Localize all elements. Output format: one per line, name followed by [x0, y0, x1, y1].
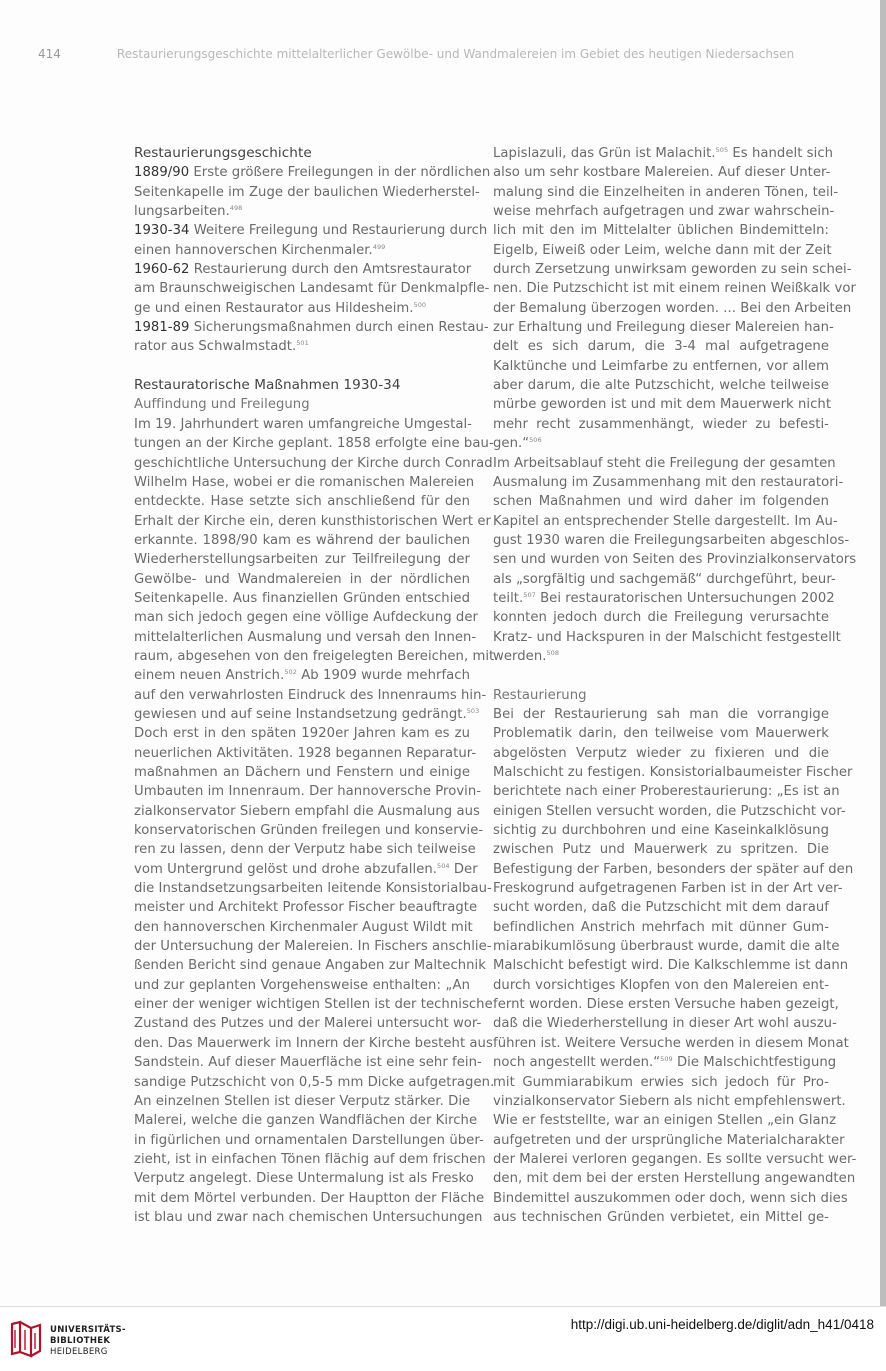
text-line: [134, 570, 470, 589]
footnote-marker: 500: [413, 300, 427, 309]
line-text: Lapislazuli, das Grün ist Malachit.: [493, 146, 716, 161]
line-text: einen hannoverschen Kirchenmaler.: [134, 242, 373, 258]
text-line: [493, 454, 836, 473]
line-text: durch vorsichtiges Klopfen von den Malereien ent-: [493, 977, 829, 993]
text-line: [493, 318, 834, 337]
text-line: [493, 647, 829, 666]
text-line: [134, 782, 482, 801]
line-text: An einzelnen Stellen ist dieser Verputz stärker. Die: [134, 1093, 471, 1109]
line-text: mürbe geworden ist und mit dem Mauerwerk nicht: [493, 397, 832, 413]
text-line: [134, 434, 494, 453]
text-line: [493, 1208, 829, 1227]
text-line: [134, 260, 470, 279]
text-line: [493, 628, 841, 647]
line-text: führen ist. Weitere Versuche werden in diesem Monat: [493, 1035, 849, 1051]
text-line: [493, 183, 839, 202]
chronology-year: 1889/90: [134, 165, 190, 181]
line-text: zur Erhaltung und Freilegung dieser Malereien han-: [493, 320, 834, 336]
line-text: man sich jedoch gegen eine völlige Aufdeckung der: [134, 610, 478, 626]
line-text: lungsarbeiten.: [134, 204, 230, 220]
line-text: als „sorgfältig und sachgemäß“ durchgeführt, beur-: [493, 571, 836, 587]
chronology-year: 1981-89: [134, 320, 190, 336]
subsection-heading: [134, 395, 470, 414]
line-text: Doch erst in den späten 1920er Jahren kam es zu: [134, 726, 470, 742]
line-text: neuerlichen Aktivitäten. 1928 begannen Reparatur-: [134, 745, 477, 761]
line-text: Gewölbe- und Wandmalereien in der nördlichen: [134, 571, 470, 587]
text-line: [493, 1189, 848, 1208]
line-text: den. Das Mauerwerk im Innern der Kirche besteht aus: [134, 1035, 493, 1051]
line-text-continued: Ab 1909 wurde mehrfach: [296, 668, 471, 684]
text-line: [134, 318, 489, 337]
text-line: [493, 860, 854, 879]
footnote-marker: 507: [523, 590, 536, 599]
line-text: den, mit dem bei der ersten Herstellung angewandten: [493, 1171, 856, 1187]
text-line: [493, 956, 849, 975]
line-text: gust 1930 waren die Freilegungsarbeiten abgeschlos-: [493, 532, 850, 548]
line-text: Bindemittel auszukommen oder doch, wenn sich dies: [493, 1190, 848, 1206]
text-line: [134, 221, 488, 240]
text-line: [493, 1150, 857, 1169]
text-line: [134, 976, 470, 995]
line-text: Restaurierung durch den Amtsrestaurator: [189, 262, 472, 278]
text-line: [493, 202, 835, 221]
line-text: Kratz- und Hackspuren in der Malschicht festgestellt: [493, 629, 841, 645]
footnote-marker: 502: [284, 668, 297, 677]
text-line: [134, 473, 475, 492]
line-text: Im Arbeitsablauf steht die Freilegung der gesamten: [493, 455, 836, 471]
text-line: [134, 550, 470, 569]
text-line: [134, 821, 484, 840]
text-line: [493, 589, 835, 608]
line-text: schen Maßnahmen und wird daher im folgenden: [493, 494, 829, 510]
line-text: auf den verwahrlosten Eindruck des Innenraums hin-: [134, 687, 487, 703]
line-text: Restaurierungsgeschichte: [134, 145, 312, 161]
text-line: [493, 163, 829, 182]
text-line: [134, 279, 490, 298]
section-heading: [134, 144, 470, 163]
text-line: [134, 1034, 493, 1053]
line-text: mittelalterlichen Ausmalung und versah den Innen-: [134, 629, 477, 645]
subsection-heading: [493, 686, 829, 705]
text-line: [134, 1131, 484, 1150]
footnote-marker: 508: [546, 648, 560, 657]
text-line: [134, 183, 480, 202]
text-line: [493, 995, 839, 1014]
paragraph-gap: [134, 357, 470, 376]
line-text: befindlichen Anstrich mehrfach mit dünner Gum-: [493, 919, 829, 935]
line-text: den hannoverschen Kirchenmaler August Wildt mit: [134, 919, 473, 935]
line-text: erkannte. 1898/90 kam es während der baulichen: [134, 532, 470, 548]
text-line: [493, 1014, 837, 1033]
line-text: Freskogrund aufgetragenen Farben ist in der Art ver-: [493, 881, 843, 897]
line-text: maßnahmen an Dächern und Fenstern und einige: [134, 765, 470, 780]
text-line: [134, 744, 477, 763]
line-text: vinzialkonservator Siebern als nicht empfehlenswert.: [493, 1093, 846, 1109]
line-text-continued: Der: [449, 861, 478, 877]
text-line: [134, 1014, 482, 1033]
line-text: gewiesen und auf seine Instandsetzung gedrängt.: [134, 706, 467, 722]
line-text: in figürlichen und ornamentalen Darstellungen über-: [134, 1132, 484, 1148]
line-text: Sicherungsmaßnahmen durch einen Restau-: [189, 320, 489, 336]
line-text: berichtete nach einer Proberestaurierung: „Es ist an: [493, 784, 840, 800]
line-text: malung sind die Einzelheiten in anderen Tönen, teil-: [493, 184, 839, 200]
line-text: aber darum, die alte Putzschicht, welche teilweise: [493, 378, 829, 394]
line-text: Wiederherstellungsarbeiten zur Teilfreilegung der: [134, 552, 470, 568]
text-line: [134, 628, 477, 647]
footnote-marker: 503: [466, 706, 480, 715]
text-line: [134, 454, 493, 473]
line-text: konservatorischen Gründen freilegen und konservie-: [134, 823, 484, 839]
line-text: Seitenkapelle im Zuge der baulichen Wiederherstel-: [134, 184, 480, 200]
text-line: [493, 144, 834, 163]
text-line: [493, 376, 829, 395]
paragraph-gap: [493, 666, 829, 685]
line-text: Eigelb, Eiweiß oder Leim, welche dann mit der Zeit: [493, 242, 832, 258]
line-text-continued: Es handelt sich: [728, 146, 834, 161]
line-text: Malschicht zu festigen. Konsistorialbaumeister Fischer: [493, 765, 853, 780]
text-line: [493, 705, 829, 724]
text-line: [134, 1092, 470, 1111]
text-line: [493, 357, 829, 376]
line-text: rator aus Schwalmstadt.: [134, 339, 297, 355]
library-name-line-1: UNIVERSITÄTS-: [50, 1325, 126, 1335]
line-text: daß die Wiederherstellung in dieser Art wohl auszu-: [493, 1016, 837, 1032]
text-line: [493, 608, 829, 627]
footnote-marker: 501: [296, 339, 309, 348]
line-text: einigen Stellen versucht worden, die Putzschicht vor-: [493, 803, 846, 819]
text-line: [134, 337, 470, 356]
footnote-marker: 499: [372, 242, 386, 251]
line-text: Auffindung und Freilegung: [134, 397, 310, 413]
footnote-marker: 509: [660, 1055, 673, 1064]
text-line: [134, 763, 470, 782]
text-line: [134, 163, 491, 182]
text-line: [493, 531, 850, 550]
line-text: Problematik darin, den teilweise vom Mauerwerk: [493, 726, 829, 742]
text-line: [493, 879, 843, 898]
text-line: [493, 744, 829, 763]
line-text: und zur geplanten Vorgehensweise enthalten: „An: [134, 977, 470, 993]
right-text-column: [493, 144, 857, 1227]
line-text: ren zu lassen, denn der Verputz habe sich teilweise: [134, 842, 476, 858]
line-text: vom Untergrund gelöst und drohe abzufallen.: [134, 861, 438, 877]
line-text: Wie er feststellte, war an einigen Stellen „ein Glanz: [493, 1113, 837, 1129]
line-text: Kapitel an entsprechender Stelle dargestellt. Im Au-: [493, 513, 838, 529]
text-line: [493, 1169, 856, 1188]
text-line: [134, 666, 470, 685]
text-line: [134, 1189, 485, 1208]
line-text: Kalktünche und Leimfarbe zu entfernen, vor allem: [493, 358, 829, 374]
line-text: abgelösten Verputz wieder zu fixieren und die: [493, 745, 829, 761]
line-text: Malschicht befestigt wird. Die Kalkschlemme ist dann: [493, 958, 849, 974]
line-text: ßenden Bericht sind genaue Angaben zur Maltechnik: [134, 958, 486, 974]
line-text: geschichtliche Untersuchung der Kirche durch Conrad: [134, 455, 493, 471]
text-line: [134, 1053, 482, 1072]
line-text: raum, abgesehen von den freigelegten Bereichen, mit: [134, 648, 495, 664]
text-line: [134, 241, 470, 260]
line-text: Sandstein. Auf dieser Mauerfläche ist eine sehr fein-: [134, 1055, 482, 1071]
permalink-url[interactable]: http://digi.ub.uni-heidelberg.de/diglit/adn_h41/0418: [570, 1317, 874, 1332]
text-line: [493, 1111, 837, 1130]
line-text: sandige Putzschicht von 0,5-5 mm Dicke aufgetragen.: [134, 1074, 495, 1090]
text-line: [134, 802, 480, 821]
running-title: Restaurierungsgeschichte mittelalterlicher Gewölbe- und Wandmalereien im Gebiet des heutigen Niedersachsen: [116, 47, 795, 61]
line-text: Im 19. Jahrhundert waren umfangreiche Umgestal-: [134, 416, 472, 432]
footnote-marker: 505: [715, 146, 729, 154]
text-line: [134, 956, 486, 975]
page-edge-shadow: [880, 0, 886, 1306]
text-line: [493, 1053, 837, 1072]
text-line: [493, 221, 829, 240]
line-text: noch angestellt werden.“: [493, 1055, 661, 1071]
text-line: [134, 608, 478, 627]
text-line: [493, 763, 853, 782]
text-line: [134, 492, 470, 511]
line-text: zieht, ist in einfachen Tönen flächig auf dem frischen: [134, 1151, 486, 1167]
text-line: [493, 415, 829, 434]
text-line: [493, 279, 856, 298]
line-text: werden.: [493, 648, 547, 664]
text-line: [134, 1111, 478, 1130]
text-line: [493, 434, 829, 453]
line-text: Befestigung der Farben, besonders der später auf den: [493, 861, 854, 877]
text-line: [493, 1073, 829, 1092]
line-text: meister und Architekt Professor Fischer beauftragte: [134, 900, 478, 916]
text-line: [493, 1131, 845, 1150]
line-text: Verputz angelegt. Diese Untermalung ist als Fresko: [134, 1171, 474, 1187]
text-line: [493, 395, 832, 414]
line-text: ist blau und zwar nach chemischen Untersuchungen: [134, 1209, 483, 1225]
line-text: ge und einen Restaurator aus Hildesheim.: [134, 300, 414, 316]
line-text: einem neuen Anstrich.: [134, 668, 285, 684]
text-line: [134, 589, 470, 608]
line-text: Bei der Restaurierung sah man die vorrangige: [493, 706, 829, 722]
text-line: [134, 1208, 483, 1227]
text-line: [134, 512, 491, 531]
line-text: teilt.: [493, 590, 524, 606]
text-line: [134, 879, 492, 898]
line-text: am Braunschweigischen Landesamt für Denkmalpfle-: [134, 281, 490, 297]
library-name-line-3: HEIDELBERG: [50, 1347, 108, 1357]
line-text: gen.“: [493, 436, 530, 452]
text-line: [134, 1150, 486, 1169]
text-line: [134, 647, 495, 666]
running-header: [38, 47, 868, 61]
line-text: die Instandsetzungsarbeiten leitende Konsistorialbau-: [134, 881, 492, 897]
text-line: [493, 898, 829, 917]
text-line: [493, 550, 857, 569]
line-text: sucht worden, daß die Putzschicht mit dem darauf: [493, 900, 829, 916]
line-text: delt es sich darum, die 3-4 mal aufgetragene: [493, 339, 829, 355]
text-line: [493, 337, 829, 356]
line-text: lich mit den im Mittelalter üblichen Bindemitteln:: [493, 223, 829, 239]
page-number: 414: [38, 47, 61, 61]
text-line: [493, 299, 852, 318]
text-line: [493, 782, 840, 801]
text-line: [493, 976, 829, 995]
line-text: Umbauten im Innenraum. Der hannoversche Provin-: [134, 784, 482, 800]
text-line: [493, 802, 846, 821]
line-text: Ausmalung im Zusammenhang mit den restauratori-: [493, 474, 844, 490]
text-line: [493, 821, 829, 840]
line-text: mit dem Mörtel verbunden. Der Hauptton der Fläche: [134, 1190, 485, 1206]
line-text: aufgetreten und der ursprüngliche Materialcharakter: [493, 1132, 845, 1148]
line-text: tungen an der Kirche geplant. 1858 erfolgte eine bau-: [134, 436, 494, 452]
text-line: [493, 492, 829, 511]
text-line: [493, 570, 836, 589]
section-heading: [134, 376, 470, 395]
line-text: der Untersuchung der Malereien. In Fischers anschlie-: [134, 939, 492, 955]
line-text: Seitenkapelle. Aus finanziellen Gründen entschied: [134, 590, 470, 606]
text-line: [134, 840, 476, 859]
line-text: Wilhelm Hase, wobei er die romanischen Malereien: [134, 474, 475, 490]
text-line: [134, 995, 493, 1014]
text-line: [493, 1092, 846, 1111]
text-line: [134, 898, 478, 917]
text-line: [493, 241, 832, 260]
line-text: fernt worden. Diese ersten Versuche haben gezeigt,: [493, 997, 839, 1013]
text-line: [493, 937, 840, 956]
university-library-logo-icon: [9, 1318, 43, 1358]
line-text: zialkonservator Siebern empfahl die Ausmalung aus: [134, 803, 480, 819]
line-text: einer der weniger wichtigen Stellen ist der technische: [134, 997, 493, 1013]
line-text: durch Zersetzung unwirksam geworden zu sein schei-: [493, 262, 852, 278]
line-text: sichtig zu durchbohren und eine Kaseinkalklösung: [493, 823, 829, 839]
line-text: Restauratorische Maßnahmen 1930-34: [134, 377, 401, 394]
footnote-marker: 504: [437, 861, 450, 870]
line-text: der Bemalung überzogen worden. ... Bei den Arbeiten: [493, 300, 852, 316]
text-line: [134, 705, 480, 724]
line-text: Restaurierung: [493, 687, 587, 703]
text-line: [134, 1073, 495, 1092]
line-text: sen und wurden von Seiten des Provinzialkonservators: [493, 552, 857, 568]
line-text: Erste größere Freilegungen in der nördlichen: [189, 165, 491, 181]
line-text: nen. Die Putzschicht ist mit einem reinen Weißkalk vor: [493, 281, 856, 297]
left-text-column: [134, 144, 495, 1227]
text-line: [493, 918, 829, 937]
text-line: [134, 860, 478, 879]
line-text: mit Gummiarabikum erwies sich jedoch für Pro-: [493, 1074, 829, 1090]
line-text: Weitere Freilegung und Restaurierung durch: [189, 223, 488, 239]
line-text: weise mehrfach aufgetragen und zwar wahrschein-: [493, 204, 835, 220]
line-text: der Malerei verloren gegangen. Es sollte versucht wer-: [493, 1151, 857, 1167]
text-line: [134, 415, 470, 434]
line-text: Erhalt der Kirche ein, deren kunsthistorischen Wert er: [134, 513, 491, 529]
line-text: Malerei, welche die ganzen Wandflächen der Kirche: [134, 1113, 478, 1129]
line-text: konnten jedoch durch die Freilegung verursachte: [493, 610, 829, 626]
line-text: miarabikumlösung überbraust wurde, damit die alte: [493, 939, 840, 955]
text-line: [493, 473, 844, 492]
chronology-year: 1930-34: [134, 223, 190, 239]
footnote-marker: 498: [229, 204, 243, 213]
line-text: mehr recht zusammenhängt, wieder zu befesti-: [493, 416, 829, 432]
line-text: zwischen Putz und Mauerwerk zu spritzen. Die: [493, 842, 829, 858]
library-name-line-2: BIBLIOTHEK: [50, 1336, 111, 1346]
text-line: [493, 260, 852, 279]
text-line: [493, 1034, 849, 1053]
text-line: [134, 531, 470, 550]
text-line: [134, 918, 473, 937]
text-line: [134, 202, 470, 221]
text-line: [134, 937, 492, 956]
text-line: [134, 1169, 474, 1188]
digitization-footer: [0, 1306, 886, 1371]
line-text: Zustand des Putzes und der Malerei untersucht wor-: [134, 1016, 482, 1032]
chronology-year: 1960-62: [134, 262, 190, 278]
text-line: [493, 512, 838, 531]
footnote-marker: 506: [529, 436, 542, 445]
line-text: aus technischen Gründen verbietet, ein Mittel ge-: [493, 1209, 829, 1225]
text-line: [134, 724, 470, 743]
line-text-continued: Die Malschichtfestigung: [672, 1055, 837, 1071]
line-text-continued: Bei restauratorischen Untersuchungen 2002: [535, 590, 835, 606]
text-line: [493, 724, 829, 743]
line-text: entdeckte. Hase setzte sich anschließend für den: [134, 494, 470, 510]
text-line: [134, 686, 487, 705]
text-line: [134, 299, 470, 318]
line-text: also um sehr kostbare Malereien. Auf dieser Unter-: [493, 165, 831, 181]
text-line: [493, 840, 829, 859]
